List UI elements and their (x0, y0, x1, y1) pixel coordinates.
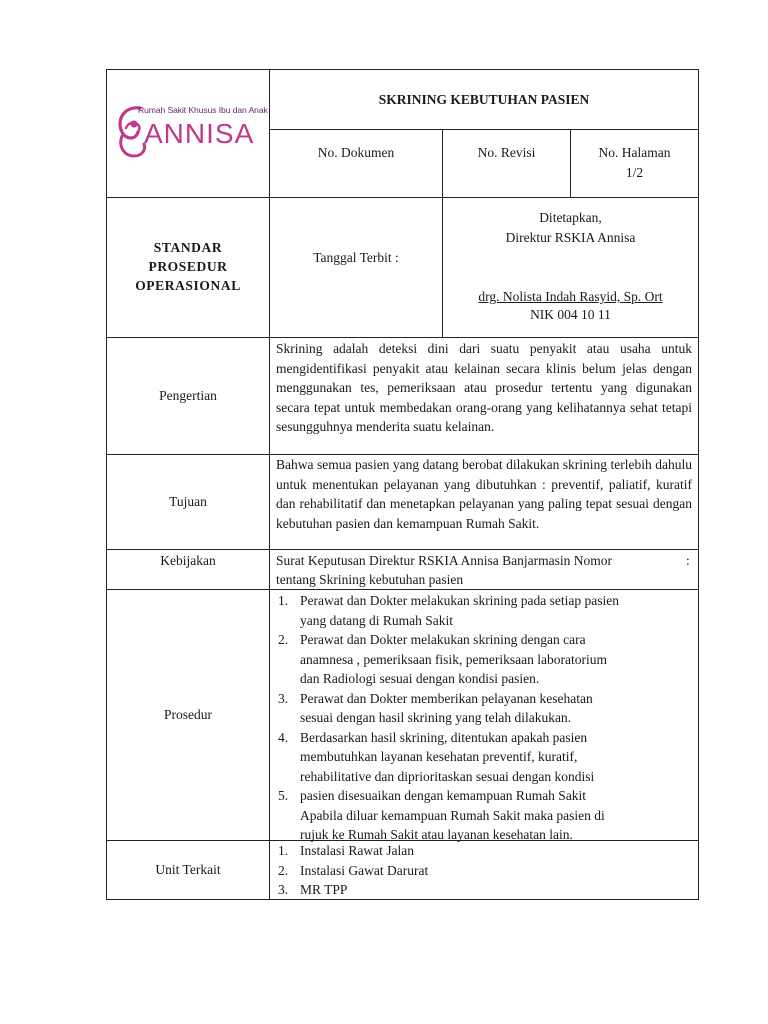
prosedur-line: anamnesa , pemeriksaan fisik, pemeriksaan laboratorium (300, 651, 608, 667)
prosedur-line: Apabila diluar kemampuan Rumah Sakit maka pasien di (300, 807, 605, 823)
doc-number-label: No. Dokumen (317, 145, 395, 160)
unit-item (270, 841, 694, 861)
logo-name: ANNISA (144, 118, 255, 149)
revision-label: No. Revisi (477, 145, 536, 160)
unit-item (270, 880, 694, 900)
prosedur-item (270, 591, 694, 630)
prosedur-line: rujuk ke Rumah Sakit atau layanan kesehatan lain. (300, 827, 573, 842)
prosedur-item-number: 3. (278, 690, 289, 706)
prosedur-line: Perawat dan Dokter memberikan pelayanan kesehatan (300, 690, 593, 706)
tujuan-label: Tujuan (169, 494, 207, 509)
sop-title-line3: OPERASIONAL (135, 278, 241, 293)
unit-terkait-list (270, 841, 694, 900)
approval-label: Ditetapkan, (539, 210, 602, 225)
page-number-value: 1/2 (625, 165, 644, 180)
tujuan-text: Bahwa semua pasien yang datang berobat dilakukan skrining terlebih dahulu untuk menentukan pelayanan yang dibutuhkan : preventif, paliatif, kuratif dan rehabilitatif dan menetapkan pelayanan yang paling tepat sesuai dengan kebutuhan pasien dan kemampuan Rumah Sakit. (276, 457, 692, 531)
title-divider (269, 129, 699, 130)
unit-item-number: 3. (278, 882, 289, 897)
prosedur-item-number: 5. (278, 788, 289, 803)
sop-title-line1: STANDAR (153, 240, 223, 255)
prosedur-item-number: 4. (278, 729, 289, 745)
page-number-label: No. Halaman (598, 145, 671, 160)
unit-item-text: MR TPP (300, 882, 348, 897)
logo-tagline: Rumah Sakit Khusus Ibu dan Anak (138, 105, 268, 115)
prosedur-item (270, 786, 694, 845)
prosedur-item (270, 689, 694, 728)
prosedur-line: sesuai dengan hasil skrining yang telah dilakukan. (300, 710, 572, 725)
page-title: SKRINING KEBUTUHAN PASIEN (378, 92, 590, 107)
header-row-divider (106, 197, 699, 198)
unit-item-text: Instalasi Rawat Jalan (300, 843, 414, 858)
prosedur-line: membutuhkan layanan kesehatan preventif, kuratif, (300, 749, 578, 764)
prosedur-item-number: 1. (278, 593, 289, 608)
tujuan-row-divider (106, 549, 699, 550)
prosedur-line: Berdasarkan hasil skrining, ditentukan apakah pasien (300, 729, 588, 745)
prosedur-item (270, 630, 694, 689)
director-nik: NIK 004 10 11 (530, 307, 611, 322)
unit-item-number: 2. (278, 862, 289, 878)
unit-item-number: 1. (278, 843, 289, 858)
table-border-top (106, 69, 699, 70)
prosedur-line: pasien disesuaikan dengan kemampuan Rumah Sakit (300, 788, 587, 803)
issue-date-label: Tanggal Terbit : (313, 250, 399, 265)
hospital-logo (114, 102, 268, 162)
prosedur-list (270, 591, 694, 845)
kebijakan-colon: : (686, 553, 690, 568)
director-name: drg. Nolista Indah Rasyid, Sp. Ort (478, 289, 663, 304)
prosedur-line: Perawat dan Dokter melakukan skrining dengan cara (300, 632, 586, 647)
kebijakan-label: Kebijakan (160, 553, 216, 568)
sop-row-divider (106, 337, 699, 338)
prosedur-line: yang datang di Rumah Sakit (300, 612, 453, 628)
sop-title (107, 238, 269, 295)
unit-item (270, 861, 694, 881)
kebijakan-line2: tentang Skrining kebutuhan pasien (276, 572, 464, 587)
unit-terkait-label: Unit Terkait (155, 862, 221, 877)
prosedur-label: Prosedur (164, 707, 212, 722)
director-title: Direktur RSKIA Annisa (505, 230, 636, 245)
prosedur-item (270, 728, 694, 787)
sop-title-line2: PROSEDUR (148, 259, 228, 274)
prosedur-line: rehabilitative dan diprioritaskan sesuai dengan kondisi (300, 768, 595, 784)
pengertian-text: Skrining adalah deteksi dini dari suatu penyakit atau usaha untuk mengidentifikasi penyakit atau kelainan secara klinis belum jelas dengan menggunakan tes, pemeriksaan atau prosedur tertentu yang digunakan secara tepat untuk membedakan orang-orang yang kelihatannya sehat tetapi sesungguhnya menderita suatu kelainan. (276, 341, 692, 434)
prosedur-line: Perawat dan Dokter melakukan skrining pada setiap pasien (300, 593, 620, 608)
kebijakan-line1: Surat Keputusan Direktur RSKIA Annisa Banjarmasin Nomor (276, 553, 612, 568)
pengertian-label: Pengertian (159, 388, 217, 403)
table-border-left (106, 69, 107, 900)
prosedur-item-number: 2. (278, 632, 289, 647)
table-border-right (698, 69, 699, 900)
prosedur-line: dan Radiologi sesuai dengan kondisi pasien. (300, 671, 540, 686)
unit-item-text: Instalasi Gawat Darurat (300, 862, 429, 878)
